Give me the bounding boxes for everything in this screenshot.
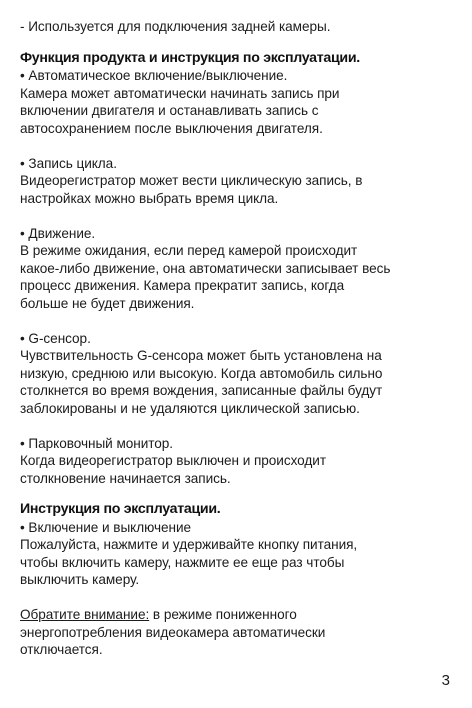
spacer xyxy=(20,137,460,155)
feature-text-line: Чувствительность G-сенсора может быть установлена на xyxy=(20,348,382,363)
note-text-line: отключается. xyxy=(20,642,103,657)
spacer xyxy=(20,487,460,501)
spacer xyxy=(20,312,460,330)
feature-text-line: заблокированы и не удаляются циклической записью. xyxy=(20,400,360,416)
feature-motion-detection xyxy=(20,225,460,313)
feature-loop-recording xyxy=(20,155,460,208)
note-label: Обратите внимание: xyxy=(20,607,150,622)
section-heading-product-functions: Функция продукта и инструкция по эксплуатации. xyxy=(20,49,360,66)
note-text: в режиме пониженного xyxy=(149,607,297,622)
feature-text-line: настройках можно выбрать время цикла. xyxy=(20,190,279,206)
feature-title: • Запись цикла. xyxy=(20,155,117,171)
feature-text-line: Когда видеорегистратор выключен и происходит xyxy=(20,453,326,468)
feature-text-line: включении двигателя и останавливать запись с xyxy=(20,103,319,118)
instruction-text-line: чтобы включить камеру, нажмите ее еще раз чтобы xyxy=(20,554,345,570)
feature-parking-monitor xyxy=(20,435,460,488)
spacer xyxy=(20,207,460,225)
feature-text-line: процесс движения. Камера прекратит запись, когда xyxy=(20,278,345,293)
feature-auto-on-off xyxy=(20,67,460,137)
spacer xyxy=(20,36,460,50)
feature-g-sensor xyxy=(20,330,460,418)
manual-page xyxy=(20,18,460,659)
feature-text-line: какое-либо движение, она автоматически записывает весь xyxy=(20,260,391,276)
feature-text-line: столкнется во время вождения, записанные файлы будут xyxy=(20,383,383,398)
feature-text-line: автосохранением после выключения двигателя. xyxy=(20,120,323,136)
spacer xyxy=(20,589,460,607)
feature-text-line: низкую, среднюю или высокую. Когда автомобиль сильно xyxy=(20,365,383,381)
instruction-text-line: выключить камеру. xyxy=(20,572,140,587)
note-first-line xyxy=(20,606,460,624)
page-number: 3 xyxy=(441,672,450,689)
instruction-power-on-off xyxy=(20,519,460,589)
feature-text-line: столкновение начинается запись. xyxy=(20,470,231,486)
section-heading-operating-instructions: Инструкция по эксплуатации. xyxy=(20,501,221,517)
feature-title: • G-сенсор. xyxy=(20,330,91,346)
feature-title: • Парковочный монитор. xyxy=(20,435,174,451)
feature-title: • Автоматическое включение/выключение. xyxy=(20,68,288,83)
feature-title: • Движение. xyxy=(20,225,96,241)
instruction-text-line: Пожалуйста, нажмите и удерживайте кнопку питания, xyxy=(20,537,358,552)
feature-text-line: больше не будет движения. xyxy=(20,295,195,311)
spacer xyxy=(20,417,460,435)
feature-text-line: Камера может автоматически начинать запись при xyxy=(20,85,340,101)
intro-rear-camera-text: - Используется для подключения задней камеры. xyxy=(20,19,331,34)
feature-text-line: В режиме ожидания, если перед камерой происходит xyxy=(20,243,358,258)
note-block xyxy=(20,606,460,659)
instruction-title: • Включение и выключение xyxy=(20,519,192,535)
feature-text-line: Видеорегистратор может вести циклическую запись, в xyxy=(20,173,363,188)
note-text-line: энергопотребления видеокамера автоматически xyxy=(20,624,326,640)
